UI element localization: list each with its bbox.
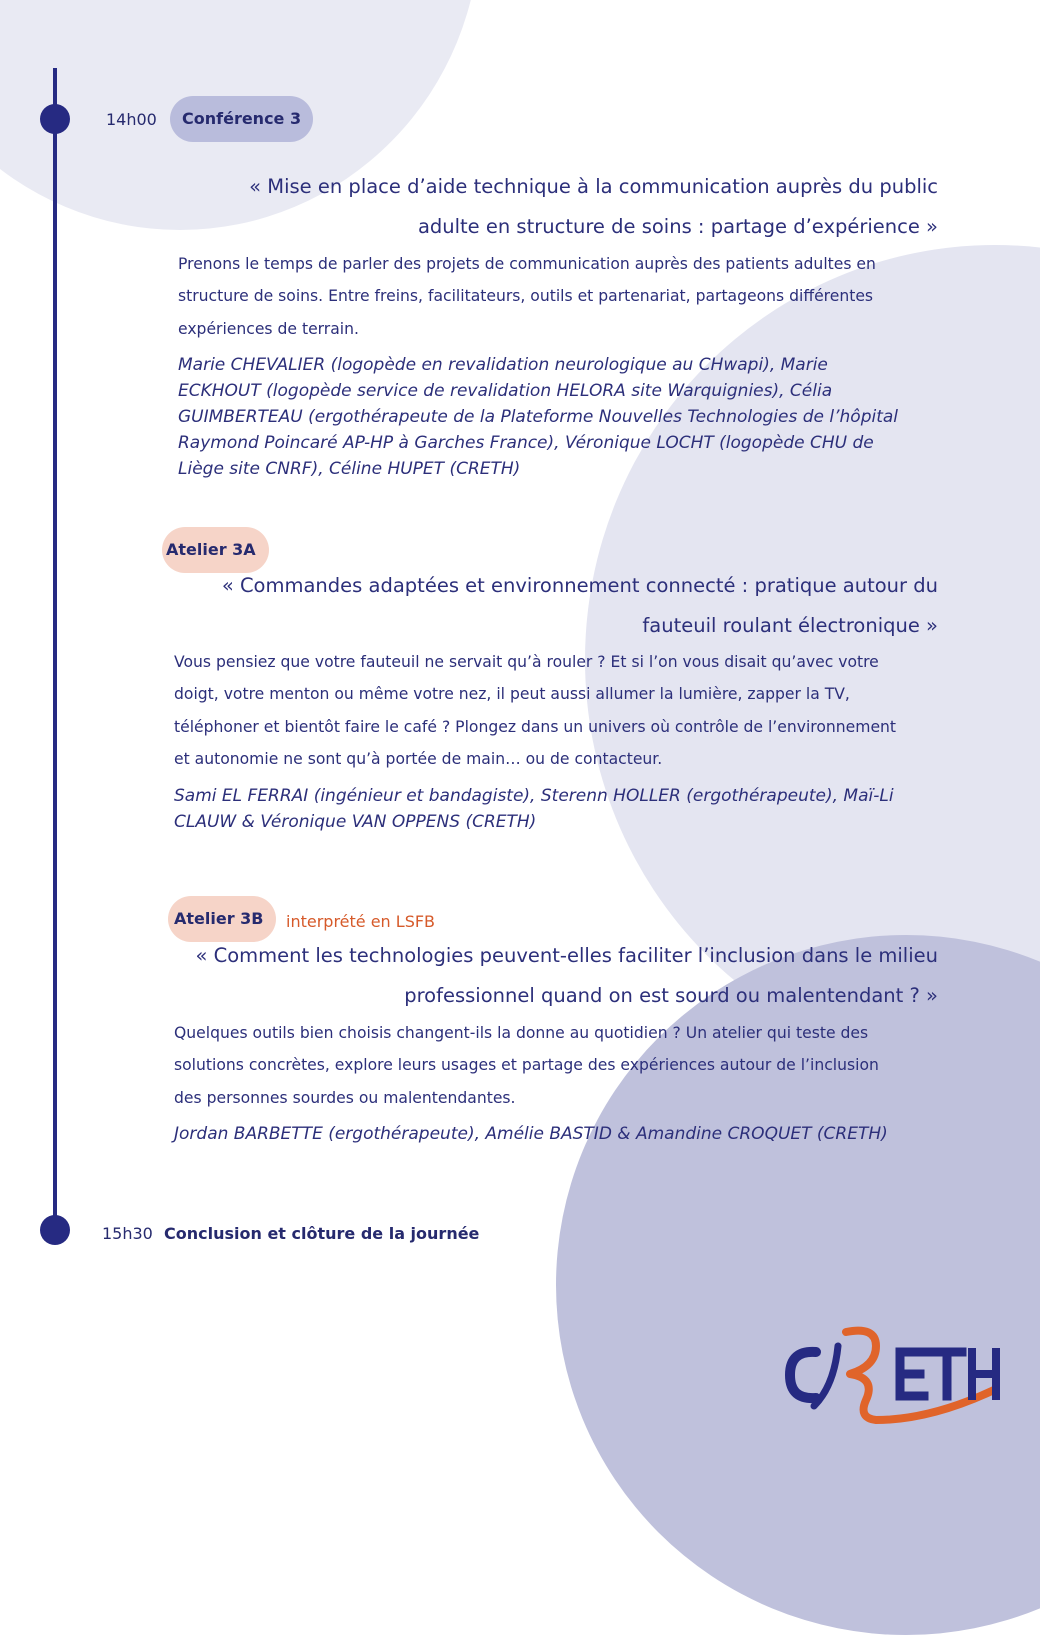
logo-letter-t <box>932 1352 962 1396</box>
logo-letter-c <box>790 1352 816 1398</box>
description-line: Vous pensiez que votre fauteuil ne servait qu’à rouler ? Et si l’on vous disait qu’avec votre <box>174 653 879 671</box>
atelier-3b-title-line: professionnel quand on est sourd ou malentendant ? » <box>404 984 938 1007</box>
creth-logo <box>780 1320 1000 1430</box>
atelier-3a-title-line: fauteuil roulant électronique » <box>642 614 938 637</box>
logo-letter-h <box>972 1352 996 1396</box>
speakers-line: Jordan BARBETTE (ergothérapeute), Amélie BASTID & Amandine CROQUET (CRETH) <box>174 1124 888 1144</box>
description-line: expériences de terrain. <box>178 319 359 338</box>
atelier-3b-title-line: « Comment les technologies peuvent-elles faciliter l’inclusion dans le milieu <box>195 944 938 967</box>
atelier-3a-title <box>222 566 938 646</box>
speakers-line: Sami EL FERRAI (ingénieur et bandagiste), Sterenn HOLLER (ergothérapeute), Maï-Li <box>174 786 894 806</box>
closing-time: 15h30 <box>102 1224 153 1243</box>
description-line: solutions concrètes, explore leurs usages et partage des expériences autour de l’inclusion <box>174 1056 879 1075</box>
conference-description <box>178 248 876 345</box>
description-line: des personnes sourdes ou malentendantes. <box>174 1088 516 1107</box>
speakers-line: ECKHOUT (logopède service de revalidation HELORA site Warquignies), Célia <box>178 381 833 401</box>
description-line: Quelques outils bien choisis changent-ils la donne au quotidien ? Un atelier qui teste des <box>174 1024 869 1042</box>
conference-speakers <box>178 352 898 482</box>
atelier-3b-speakers <box>174 1121 888 1147</box>
conference-title-line: « Mise en place d’aide technique à la communication auprès du public <box>249 175 938 198</box>
speakers-line: GUIMBERTEAU (ergothérapeute de la Plateforme Nouvelles Technologies de l’hôpital <box>178 407 899 427</box>
conference-title <box>249 167 938 247</box>
description-line: structure de soins. Entre freins, facilitateurs, outils et partenariat, partageons différentes <box>178 287 874 306</box>
atelier-3a-speakers <box>174 783 894 835</box>
closing-label: Conclusion et clôture de la journée <box>164 1224 480 1243</box>
atelier-3b-title <box>195 936 938 1016</box>
session-time: 14h00 <box>106 110 157 129</box>
speakers-line: Liège site CNRF), Céline HUPET (CRETH) <box>178 459 521 479</box>
atelier-3b-description <box>174 1017 879 1114</box>
description-line: doigt, votre menton ou même votre nez, il peut aussi allumer la lumière, zapper la TV, <box>174 685 850 704</box>
conference-badge: Conférence 3 <box>170 96 313 142</box>
lsfb-interpretation-note: interprété en LSFB <box>286 912 436 931</box>
speakers-line: Raymond Poincaré AP-HP à Garches France), Véronique LOCHT (logopède CHU de <box>178 433 874 453</box>
speakers-line: CLAUW & Véronique VAN OPPENS (CRETH) <box>174 812 537 832</box>
atelier-3a-title-line: « Commandes adaptées et environnement connecté : pratique autour du <box>221 574 938 597</box>
conference-title-line: adulte en structure de soins : partage d’expérience » <box>417 215 938 238</box>
timeline-line <box>53 68 57 1230</box>
speakers-line: Marie CHEVALIER (logopède en revalidation neurologique au CHwapi), Marie <box>178 355 828 375</box>
description-line: et autonomie ne sont qu’à portée de main… ou de contacteur. <box>174 749 663 768</box>
timeline-dot-15h30 <box>40 1215 70 1245</box>
logo-letter-e <box>900 1352 924 1396</box>
atelier-3a-description <box>174 646 896 775</box>
description-line: téléphoner et bientôt faire le café ? Plongez dans un univers où contrôle de l’environnement <box>174 717 897 736</box>
description-line: Prenons le temps de parler des projets de communication auprès des patients adultes en <box>178 255 876 273</box>
atelier-3a-badge: Atelier 3A <box>162 527 269 573</box>
timeline-dot-14h00 <box>40 104 70 134</box>
atelier-3b-badge: Atelier 3B <box>168 896 276 942</box>
